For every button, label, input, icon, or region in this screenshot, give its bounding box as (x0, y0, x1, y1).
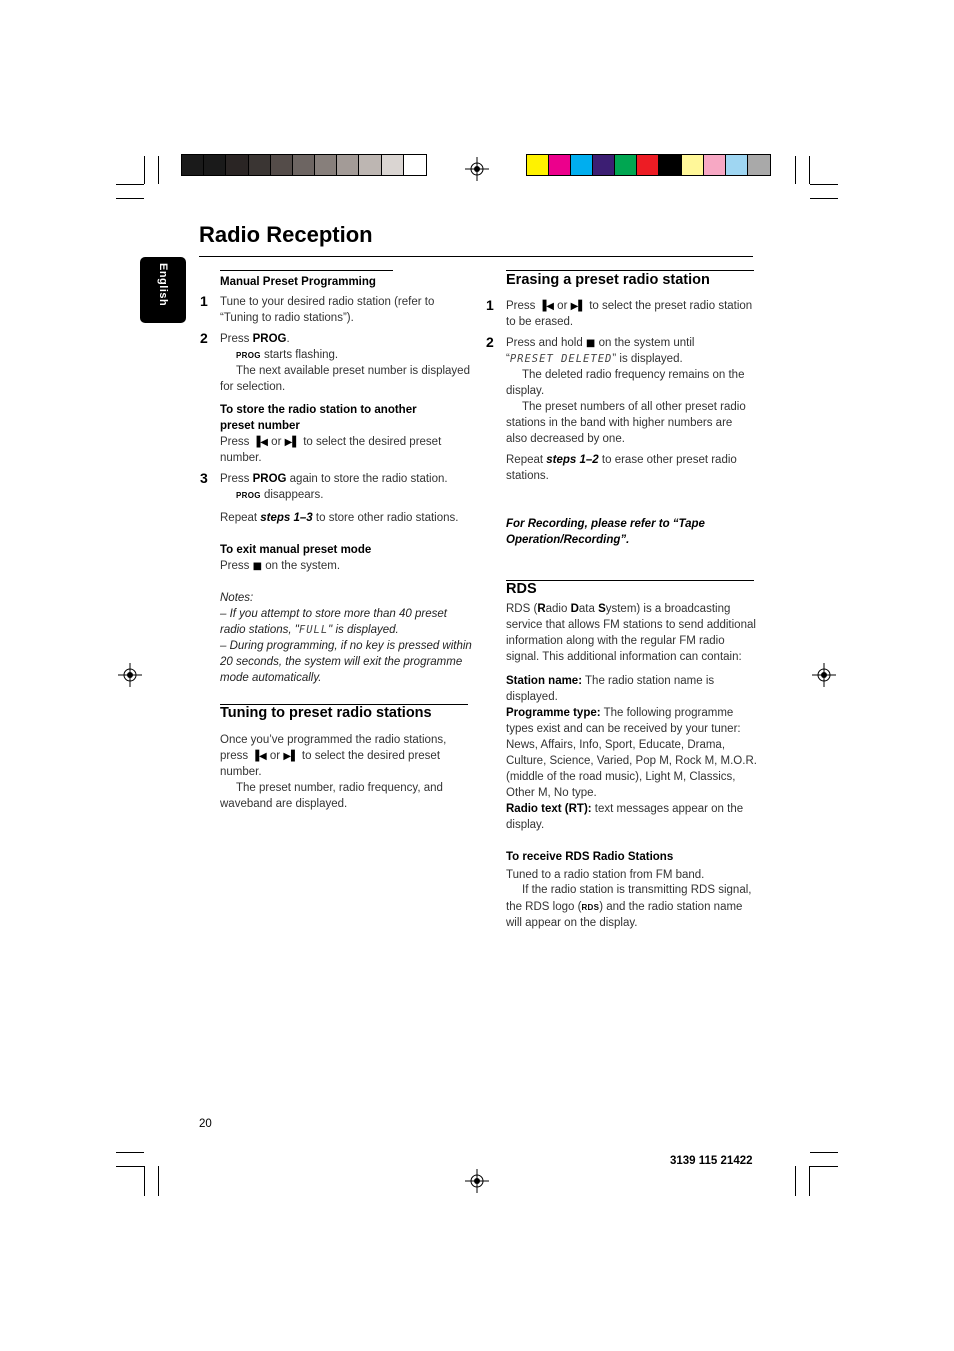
previous-icon: ▐◀ (538, 301, 554, 312)
text: Press (220, 436, 253, 448)
store-text: number. (220, 452, 262, 464)
step-text (236, 347, 338, 364)
rds-text: service that allows FM stations to send additional (506, 619, 756, 631)
programme-type-text (506, 705, 733, 721)
recording-reference: For Recording, please refer to “Tape (506, 518, 705, 530)
text: ” is displayed. (612, 353, 683, 365)
section-rule (506, 270, 754, 271)
full-display: FULL (298, 624, 329, 636)
receive-rds-text (506, 899, 742, 916)
prog-display: PROG (236, 491, 261, 500)
prog-key: PROG (252, 473, 287, 485)
text: starts flashing. (260, 349, 339, 361)
color-swatch (226, 155, 248, 175)
step-number: 1 (486, 297, 494, 313)
previous-icon: ▐◀ (251, 751, 267, 762)
text: R (537, 603, 546, 615)
text: S (598, 603, 606, 615)
programme-type-text: Other M, No type. (506, 787, 597, 799)
step-text: to be erased. (506, 316, 574, 328)
store-text (220, 434, 441, 451)
radio-text-text (506, 801, 743, 817)
color-swatch (593, 155, 615, 175)
text: Press (220, 473, 253, 485)
color-swatch (682, 155, 704, 175)
color-swatch (748, 155, 770, 175)
color-swatch (204, 155, 226, 175)
text: " is displayed. (328, 624, 399, 636)
rds-text: signal. This additional information can contain: (506, 651, 742, 663)
text: on the system. (262, 560, 341, 572)
text: or (266, 750, 284, 762)
color-swatch (404, 155, 426, 175)
exit-heading: To exit manual preset mode (220, 544, 372, 556)
tuning-text: waveband are displayed. (220, 798, 348, 810)
step-number: 2 (200, 330, 208, 346)
next-icon: ▶▌ (284, 437, 300, 448)
step-text: The preset numbers of all other preset radio (522, 401, 746, 413)
step-text: stations in the band with higher numbers are (506, 417, 733, 429)
station-name-text: displayed. (506, 691, 558, 703)
step-number: 3 (200, 470, 208, 486)
color-swatch (271, 155, 293, 175)
text: ata (578, 603, 599, 615)
text: Press (220, 560, 253, 572)
page-title: Radio Reception (199, 222, 373, 247)
color-swatch (249, 155, 271, 175)
radio-text-text: display. (506, 819, 545, 831)
rds-logo: RDS (581, 903, 600, 912)
text: Repeat (506, 454, 547, 466)
text: again to store the radio station. (286, 473, 448, 485)
text: ) and the radio station name (599, 901, 743, 913)
document-code: 3139 115 21422 (670, 1155, 753, 1167)
step-text: “Tuning to radio stations”). (220, 312, 354, 324)
preset-deleted-display: PRESET DELETED (509, 353, 613, 365)
recording-reference: Operation/Recording”. (506, 534, 630, 546)
notes-label: Notes: (220, 592, 254, 604)
step-number: 2 (486, 334, 494, 350)
note-text: mode automatically. (220, 672, 322, 684)
note-text: 20 seconds, the system will exit the programme (220, 656, 463, 668)
repeat-text (220, 510, 458, 526)
color-swatch (615, 155, 637, 175)
manual-preset-heading: Manual Preset Programming (220, 276, 376, 288)
text: Station name: (506, 675, 583, 687)
text: Radio text (RT): (506, 803, 592, 815)
repeat-text: stations. (506, 470, 549, 482)
color-swatch (637, 155, 659, 175)
text: or (267, 436, 285, 448)
prog-key: PROG (252, 333, 287, 345)
erase-heading: Erasing a preset radio station (506, 272, 710, 288)
color-calibration-bar (526, 154, 771, 176)
color-swatch (549, 155, 571, 175)
tuning-text (220, 748, 440, 765)
text: The following programme (600, 707, 734, 719)
section-rule (220, 270, 393, 271)
step-text (506, 351, 683, 367)
color-swatch (293, 155, 315, 175)
receive-rds-text: If the radio station is transmitting RDS signal, (522, 884, 752, 896)
color-swatch (337, 155, 359, 175)
note-text (220, 622, 399, 638)
step-text (236, 487, 323, 504)
text: Press (220, 333, 253, 345)
text: text messages appear on the (591, 803, 744, 815)
step-text: for selection. (220, 381, 286, 393)
color-swatch (659, 155, 681, 175)
text: on the system until (595, 337, 695, 349)
language-tab-label: English (157, 263, 169, 307)
text: to store other radio stations. (312, 512, 459, 524)
text: Repeat (220, 512, 261, 524)
color-swatch (359, 155, 381, 175)
note-text: – During programming, if no key is pressed within (220, 640, 472, 652)
color-swatch (571, 155, 593, 175)
next-icon: ▶▌ (283, 751, 299, 762)
color-swatch (704, 155, 726, 175)
step-text: The next available preset number is displayed (236, 365, 470, 377)
step-text (220, 331, 290, 347)
programme-type-text: (middle of the road music), Light M, Classics, (506, 771, 736, 783)
step-text: Tune to your desired radio station (refer to (220, 296, 435, 308)
grayscale-calibration-bar (181, 154, 427, 176)
text: or (553, 300, 571, 312)
text: ystem) is a broadcasting (605, 603, 731, 615)
rds-text (506, 601, 730, 617)
registration-mark-icon (812, 663, 836, 687)
color-swatch (182, 155, 204, 175)
stop-icon: ■ (252, 561, 263, 572)
text: press (220, 750, 252, 762)
store-heading: To store the radio station to another (220, 404, 417, 416)
text: to select the desired preset (300, 436, 442, 448)
section-rule (506, 580, 754, 581)
color-swatch (315, 155, 337, 175)
text: to select the preset radio station (586, 300, 753, 312)
receive-rds-text: Tuned to a radio station from FM band. (506, 869, 705, 881)
text: Press (506, 300, 539, 312)
text: “ (506, 353, 510, 365)
station-name-text (506, 673, 714, 689)
color-swatch (382, 155, 404, 175)
stop-icon: ■ (585, 338, 596, 349)
tuning-text: Once you’ve programmed the radio stations, (220, 734, 447, 746)
text: disappears. (260, 489, 324, 501)
programme-type-text: Culture, Science, Varied, Pop M, Rock M, M.O.R. (506, 755, 757, 767)
exit-text (220, 558, 340, 575)
text: The radio station name is (582, 675, 715, 687)
text: the RDS logo ( (506, 901, 582, 913)
registration-mark-icon (465, 1169, 489, 1193)
registration-mark-icon (118, 663, 142, 687)
step-text: also decreased by one. (506, 433, 625, 445)
color-swatch (726, 155, 748, 175)
tuning-text: The preset number, radio frequency, and (236, 782, 443, 794)
rds-text: information along with the regular FM radio (506, 635, 725, 647)
note-text: – If you attempt to store more than 40 preset (220, 608, 447, 620)
previous-icon: ▐◀ (252, 437, 268, 448)
color-swatch (527, 155, 549, 175)
tuning-text: number. (220, 766, 262, 778)
text: radio stations, " (220, 624, 299, 636)
receive-rds-text: will appear on the display. (506, 917, 638, 929)
text: Press and hold (506, 337, 586, 349)
text: RDS ( (506, 603, 538, 615)
steps-ref: steps 1–2 (546, 454, 599, 466)
programme-type-text: News, Affairs, Info, Sport, Educate, Drama, (506, 739, 726, 751)
step-text (220, 471, 448, 487)
title-rule (199, 256, 753, 257)
steps-ref: steps 1–3 (260, 512, 313, 524)
step-text: display. (506, 385, 545, 397)
text: Programme type: (506, 707, 601, 719)
page-number: 20 (199, 1118, 212, 1130)
prog-display: PROG (236, 351, 261, 360)
text: adio (545, 603, 571, 615)
step-text: The deleted radio frequency remains on the (522, 369, 745, 381)
receive-rds-heading: To receive RDS Radio Stations (506, 851, 674, 863)
programme-type-text: types exist and can be received by your tuner: (506, 723, 741, 735)
tuning-heading: Tuning to preset radio stations (220, 705, 432, 721)
rds-heading: RDS (506, 581, 537, 597)
registration-mark-icon (465, 157, 489, 181)
step-number: 1 (200, 293, 208, 309)
step-text (506, 298, 752, 315)
repeat-text (506, 452, 737, 468)
next-icon: ▶▌ (570, 301, 586, 312)
text: D (570, 603, 579, 615)
step-text (506, 335, 694, 352)
text: . (286, 333, 290, 345)
text: to select the desired preset (298, 750, 441, 762)
language-tab (140, 257, 186, 323)
text: to erase other preset radio (598, 454, 737, 466)
store-heading: preset number (220, 420, 300, 432)
